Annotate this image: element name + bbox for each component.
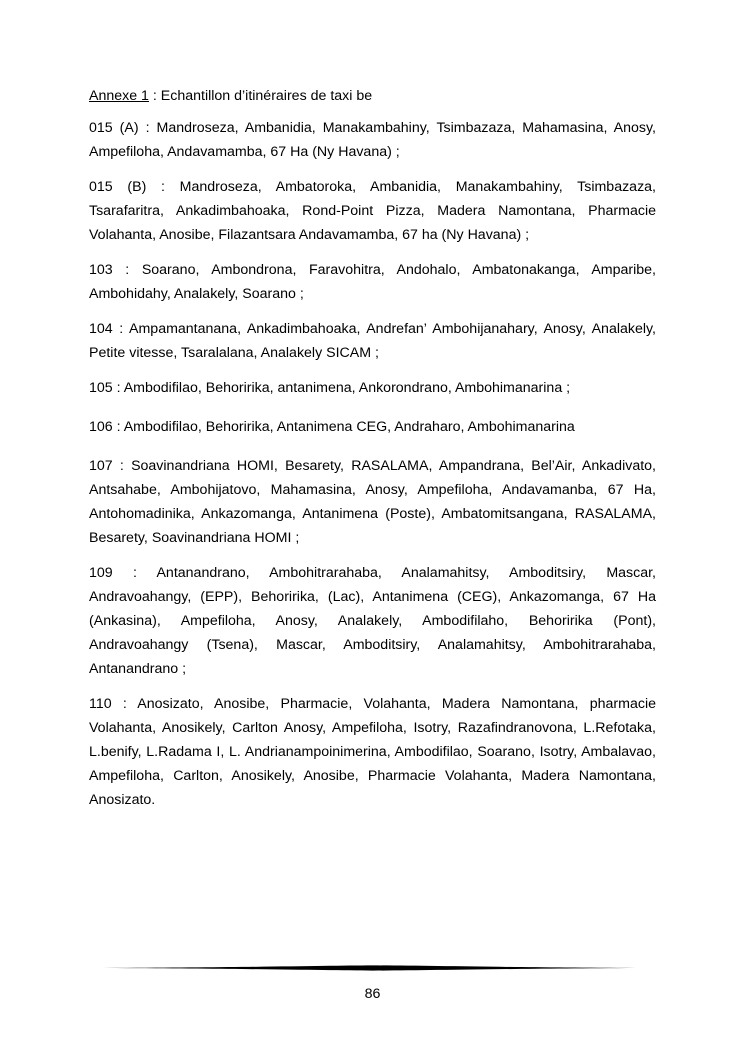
route-110: 110 : Anosizato, Anosibe, Pharmacie, Volahanta, Madera Namontana, pharmacie Volahanta, Anosikely, Carlton Anosy, Ampefiloha, Isotry, Razafindranovona, L.Refotaka, L.benify, L.Radama I, L. Andrianampoinimerina, Ambodifilao, Soarano, Isotry, Ambalavao, Ampefiloha, Carlton, Anosikely, Anosibe, Pharmacie Volahanta, Madera Namontana, Anosizato. [89,696,656,808]
route-109: 109 : Antanandrano, Ambohitrarahaba, Analamahitsy, Amboditsiry, Mascar, Andravoahangy, (EPP), Behoririka, (Lac), Antanimena (CEG), Ankazomanga, 67 Ha (Ankasina), Ampefiloha, Anosy, Analakely, Ambodifilaho, Behoririka (Pont), Andravoahangy (Tsena), Mascar, Amboditsiry, Analamahitsy, Ambohitrarahaba, Antanandrano ; [89,565,656,677]
annex-heading [89,84,656,108]
route-104: 104 : Ampamantanana, Ankadimbahoaka, Andrefan’ Ambohijanahary, Anosy, Analakely, Petite vitesse, Tsaralalana, Analakely SICAM ; [89,321,656,361]
route-105: 105 : Ambodifilao, Behoririka, antanimena, Ankorondrano, Ambohimanarina ; [89,380,571,396]
route-107: 107 : Soavinandriana HOMI, Besarety, RASALAMA, Ampandrana, Bel’Air, Ankadivato, Antsahabe, Ambohijatovo, Mahamasina, Anosy, Ampefiloha, Andavamanba, 67 Ha, Antohomadinika, Ankazomanga, Antanimena (Poste), Ambatomitsangana, RASALAMA, Besarety, Soavinandriana HOMI ; [89,458,656,546]
annex-title: : Echantillon d’itinéraires de taxi be [148,88,373,104]
page-number: 86 [364,986,381,1002]
route-103: 103 : Soarano, Ambondrona, Faravohitra, Andohalo, Ambatonakanga, Amparibe, Ambohidahy, Analakely, Soarano ; [89,262,656,302]
page-body [89,84,656,823]
route-015b: 015 (B) : Mandroseza, Ambatoroka, Ambanidia, Manakambahiny, Tsimbazaza, Tsarafaritra, Ankadimbahoaka, Rond-Point Pizza, Madera Namontana, Pharmacie Volahanta, Anosibe, Filazantsara Andavamamba, 67 ha (Ny Havana) ; [89,179,656,243]
route-015a: 015 (A) : Mandroseza, Ambanidia, Manakambahiny, Tsimbazaza, Mahamasina, Anosy, Ampefiloha, Andavamamba, 67 Ha (Ny Havana) ; [89,120,656,160]
route-106: 106 : Ambodifilao, Behoririka, Antanimena CEG, Andraharo, Ambohimanarina [89,419,575,435]
annex-label: Annexe 1 [89,88,149,104]
footer-divider [103,964,641,972]
